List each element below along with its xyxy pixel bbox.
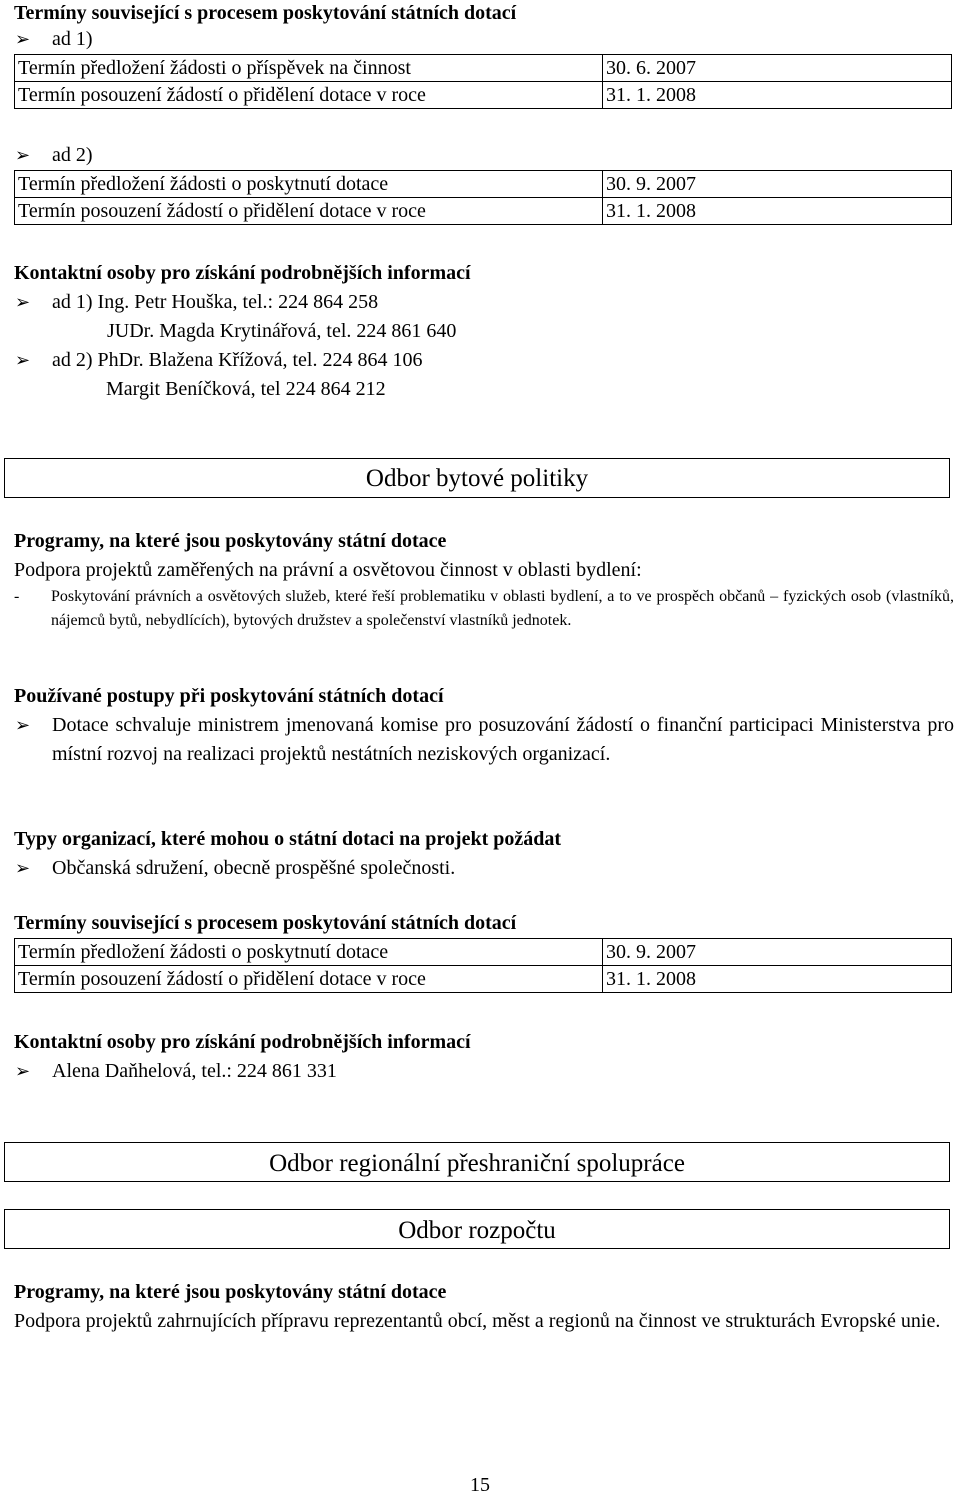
terms-table-2	[14, 170, 952, 225]
list-item: ➢ Dotace schvaluje ministrem jmenovaná komise pro posuzování žádostí o finanční participaci Ministerstva pro místní rozvoj na realizaci projektů nestátních neziskových organizací.	[14, 711, 954, 769]
list-item: ➢ ad 1)	[14, 25, 93, 54]
procedures-section	[14, 682, 954, 769]
department-title: Odbor regionální přeshraniční spolupráce	[269, 1150, 685, 1177]
section-heading: Termíny související s procesem poskytování státních dotací	[14, 2, 517, 24]
arrow-bullet-icon: ➢	[15, 1061, 31, 1081]
budget-programs-section	[14, 1278, 946, 1336]
terms-table-3	[14, 938, 952, 993]
department-title-box	[4, 458, 950, 498]
arrow-bullet-icon: ➢	[15, 29, 31, 49]
section-heading: Termíny související s procesem poskytování státních dotací	[14, 912, 517, 934]
department-title-box	[4, 1142, 950, 1182]
page-number: 15	[470, 1474, 490, 1496]
list-item: ➢ ad 1) Ing. Petr Houška, tel.: 224 864 258	[14, 288, 954, 317]
section-heading: Používané postupy při poskytování státních dotací	[14, 685, 444, 707]
section-heading: Kontaktní osoby pro získání podrobnějších informací	[14, 262, 471, 284]
table-row: Termín posouzení žádostí o přidělení dotace v roce 31. 1. 2008	[15, 198, 952, 225]
list-item: ➢ ad 2)	[14, 141, 93, 170]
list-item-continuation: JUDr. Magda Krytinářová, tel. 224 861 640	[107, 320, 457, 342]
contacts-section-1	[14, 259, 954, 404]
arrow-bullet-icon: ➢	[15, 145, 31, 165]
section-heading: Typy organizací, které mohou o státní dotaci na projekt požádat	[14, 828, 562, 850]
department-title-box	[4, 1209, 950, 1249]
department-title: Odbor bytové politiky	[365, 465, 589, 492]
table-row: Termín posouzení žádostí o přidělení dotace v roce 31. 1. 2008	[15, 966, 952, 993]
arrow-bullet-icon: ➢	[15, 858, 31, 878]
table-row: Termín předložení žádosti o příspěvek na činnost 30. 6. 2007	[15, 55, 952, 82]
list-item: ➢ Alena Daňhelová, tel.: 224 861 331	[14, 1057, 954, 1086]
section-heading: Kontaktní osoby pro získání podrobnějších informací	[14, 1031, 471, 1053]
list-item: - Poskytování právních a osvětových služeb, které řeší problematiku v oblasti bydlení, a to ve prospěch občanů – fyzických osob (vlastníků, nájemců bytů, nebydlících), bytových družstev a společenství vlastníků jednotek.	[14, 588, 954, 629]
list-item: ➢ ad 2) PhDr. Blažena Křížová, tel. 224 864 106	[14, 346, 954, 375]
table-row: Termín předložení žádosti o poskytnutí dotace 30. 9. 2007	[15, 171, 952, 198]
list-item-continuation: Margit Beníčková, tel 224 864 212	[106, 378, 386, 400]
arrow-bullet-icon: ➢	[15, 715, 31, 735]
arrow-bullet-icon: ➢	[15, 350, 31, 370]
section-heading: Programy, na které jsou poskytovány státní dotace	[14, 1281, 447, 1303]
list-item: ➢ Občanská sdružení, obecně prospěšné společnosti.	[14, 854, 954, 883]
paragraph: Podpora projektů zahrnujících přípravu reprezentantů obcí, měst a regionů na činnost ve strukturách Evropské unie.	[14, 1310, 941, 1332]
paragraph: Podpora projektů zaměřených na právní a osvětovou činnost v oblasti bydlení:	[14, 559, 642, 581]
table-row: Termín předložení žádosti o poskytnutí dotace 30. 9. 2007	[15, 939, 952, 966]
organization-types-section	[14, 825, 954, 883]
terms-table-1	[14, 54, 952, 109]
arrow-bullet-icon: ➢	[15, 292, 31, 312]
department-title: Odbor rozpočtu	[398, 1217, 556, 1244]
housing-programs-section	[14, 527, 954, 633]
section-heading: Programy, na které jsou poskytovány státní dotace	[14, 530, 447, 552]
table-row: Termín posouzení žádostí o přidělení dotace v roce 31. 1. 2008	[15, 82, 952, 109]
contacts-section-2	[14, 1028, 954, 1086]
